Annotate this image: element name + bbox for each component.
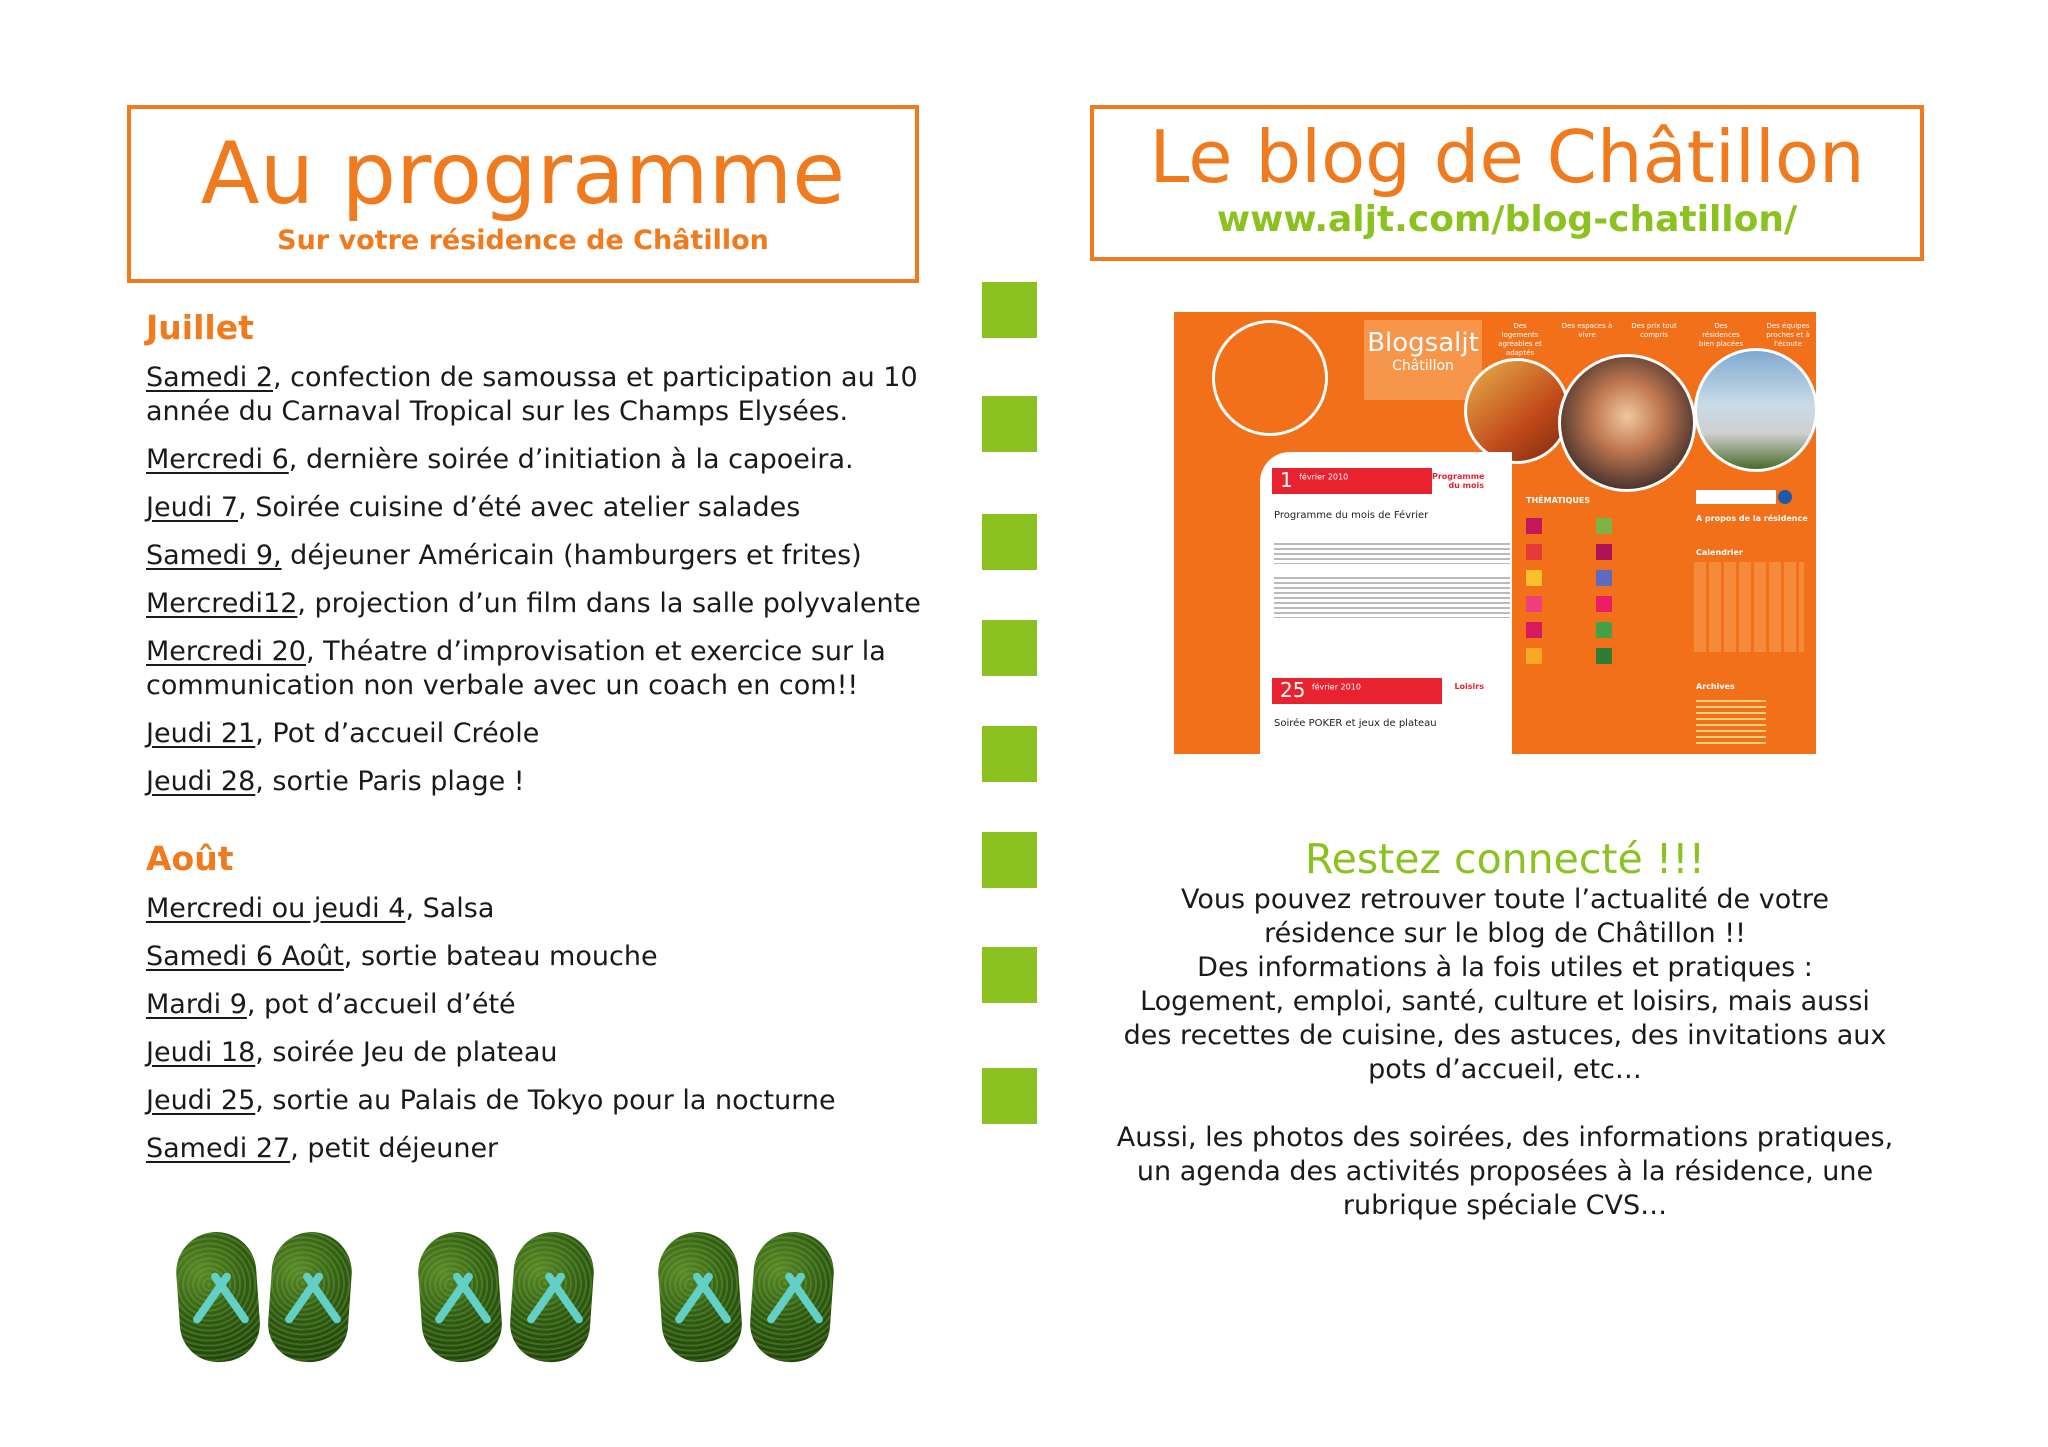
event-text: , petit déjeuner	[290, 1133, 499, 1164]
connect-line: Aussi, les photos des soirées, des informations pratiques,	[1116, 1122, 1894, 1153]
connect-line: Vous pouvez retrouver toute l’actualité de votre	[1181, 884, 1829, 915]
photo-circle	[1212, 320, 1328, 436]
blog-title: Le blog de Châtillon	[1149, 115, 1865, 199]
event-text: , sortie Paris plage !	[255, 766, 525, 797]
separator-square	[982, 514, 1037, 570]
event-text: , Pot d’accueil Créole	[255, 718, 540, 749]
vie-locale-icon[interactable]	[1596, 648, 1612, 664]
event-date: Jeudi 7	[146, 492, 239, 523]
event-item	[146, 892, 936, 926]
photo-circle	[1694, 348, 1816, 472]
calendar-heading: Calendrier	[1696, 548, 1743, 557]
event-date: Jeudi 18	[146, 1037, 256, 1068]
event-item	[146, 361, 936, 429]
event-item	[146, 491, 936, 525]
culture-icon[interactable]	[1596, 544, 1612, 560]
nav-item[interactable]: Des espaces à vivre	[1561, 322, 1613, 339]
event-date: Samedi 2	[146, 362, 273, 393]
program-title: Au programme	[200, 124, 846, 224]
blog-url[interactable]: www.aljt.com/blog-chatillon/	[1216, 199, 1798, 240]
event-text: , confection de samoussa et participation au 10 année du Carnaval Tropical sur les Champs Elysées.	[146, 362, 918, 427]
connect-paragraph	[1090, 1121, 1920, 1223]
event-text: , projection d’un film dans la salle polyvalente	[297, 588, 921, 619]
flip-flops-image	[660, 1232, 840, 1362]
durable-icon[interactable]	[1526, 570, 1542, 586]
photo-circle	[1464, 358, 1570, 464]
emploi-icon[interactable]	[1596, 570, 1612, 586]
sante-icon[interactable]	[1596, 622, 1612, 638]
cvs-icon[interactable]	[1526, 544, 1542, 560]
connect-line: Des informations à la fois utiles et pratiques :	[1197, 952, 1813, 983]
nav-item[interactable]: Des équipes proches et à l'écoute	[1766, 322, 1810, 348]
connect-line: Logement, emploi, santé, culture et loisirs, mais aussi	[1140, 986, 1870, 1017]
flip-flops-image	[420, 1232, 600, 1362]
search-input[interactable]	[1696, 490, 1776, 504]
event-item	[146, 988, 936, 1022]
event-date: Mercredi12	[146, 588, 298, 619]
budget-icon[interactable]	[1526, 518, 1542, 534]
vie-residence-icon[interactable]	[1526, 648, 1542, 664]
event-text: , Théatre d’improvisation et exercice sur la communication non verbale avec un coach en com!!	[146, 636, 886, 701]
photo-circle	[1558, 354, 1696, 492]
citoyennete-icon[interactable]	[1596, 518, 1612, 534]
event-item	[146, 1036, 936, 1070]
event-date: Mercredi 6	[146, 444, 289, 475]
post-title[interactable]: Programme du mois de Février	[1274, 510, 1429, 521]
event-text: , Soirée cuisine d’été avec atelier salades	[238, 492, 801, 523]
separator-square	[982, 726, 1037, 782]
event-item	[146, 539, 936, 573]
blog-logo: Blogsaljt Châtillon	[1364, 320, 1482, 400]
separator-square	[982, 832, 1037, 888]
event-date: Samedi 6 Août	[146, 941, 344, 972]
event-text: , soirée Jeu de plateau	[255, 1037, 558, 1068]
post-text	[1274, 574, 1510, 618]
month-heading: Juillet	[146, 308, 254, 347]
event-item	[146, 587, 936, 621]
event-date: Jeudi 25	[146, 1085, 256, 1116]
connect-line: pots d’accueil, etc…	[1368, 1054, 1642, 1085]
about-link[interactable]: A propos de la résidence	[1696, 514, 1808, 523]
event-item	[146, 443, 936, 477]
sidebar-heading: THÉMATIQUES	[1526, 496, 1591, 505]
event-text: déjeuner Américain (hamburgers et frites)	[281, 540, 862, 571]
nav-item[interactable]: Des prix tout compris	[1631, 322, 1677, 339]
separator-square	[982, 620, 1037, 676]
event-item	[146, 765, 936, 799]
event-date: Jeudi 21	[146, 718, 256, 749]
connect-section	[1090, 835, 1920, 1223]
separator-square	[982, 947, 1037, 1003]
event-text: , pot d’accueil d’été	[246, 989, 516, 1020]
month-heading: Août	[146, 839, 234, 878]
post-category[interactable]: Programme du mois	[1432, 472, 1484, 494]
event-text: , Salsa	[405, 893, 495, 924]
programme-icon[interactable]	[1526, 622, 1542, 638]
event-date: Mardi 9	[146, 989, 247, 1020]
connect-line: des recettes de cuisine, des astuces, des invitations aux	[1123, 1020, 1887, 1051]
program-header-box	[127, 105, 919, 283]
blog-screenshot-image	[1174, 312, 1816, 754]
event-item	[146, 1084, 936, 1118]
loisirs-icon[interactable]	[1596, 596, 1612, 612]
program-list	[146, 308, 936, 1180]
post-date: 1 $^{février 2010}$	[1272, 468, 1432, 494]
nav-item[interactable]: Des logements agréables et adaptés	[1498, 322, 1542, 357]
event-item	[146, 1132, 936, 1166]
flip-flops-image	[178, 1232, 358, 1362]
post-text	[1274, 540, 1510, 564]
search-icon[interactable]	[1778, 490, 1792, 504]
separator-square	[982, 282, 1037, 338]
event-text: , sortie bateau mouche	[343, 941, 658, 972]
event-date: Samedi 9,	[146, 540, 282, 571]
archives-heading: Archives	[1696, 682, 1735, 691]
event-date: Mercredi 20	[146, 636, 306, 667]
post-category[interactable]: Loisirs	[1442, 682, 1484, 704]
blog-header-box	[1090, 105, 1924, 261]
connect-line: rubrique spéciale CVS…	[1342, 1190, 1668, 1221]
event-date: Mercredi ou jeudi 4	[146, 893, 406, 924]
event-text: , dernière soirée d’initiation à la capoeira.	[288, 444, 854, 475]
connect-line: résidence sur le blog de Châtillon !!	[1264, 918, 1746, 949]
event-item	[146, 717, 936, 751]
event-item	[146, 940, 936, 974]
connect-title: Restez connecté !!!	[1304, 835, 1706, 883]
archives-list[interactable]	[1696, 696, 1766, 746]
logement-icon[interactable]	[1526, 596, 1542, 612]
connect-line: un agenda des activités proposées à la résidence, une	[1136, 1156, 1874, 1187]
event-item	[146, 635, 936, 703]
program-subtitle: Sur votre résidence de Châtillon	[277, 225, 769, 256]
separator-square	[982, 1068, 1037, 1124]
calendar-widget[interactable]	[1694, 562, 1804, 652]
post-date: 25 $^{février 2010}$	[1272, 678, 1442, 704]
separator-square	[982, 396, 1037, 452]
event-date: Jeudi 28	[146, 766, 256, 797]
nav-item[interactable]: Des résidences bien placées	[1698, 322, 1744, 348]
event-text: , sortie au Palais de Tokyo pour la nocturne	[255, 1085, 836, 1116]
event-date: Samedi 27	[146, 1133, 291, 1164]
connect-paragraph	[1090, 883, 1920, 1087]
post-title[interactable]: Soirée POKER et jeux de plateau	[1274, 718, 1437, 729]
